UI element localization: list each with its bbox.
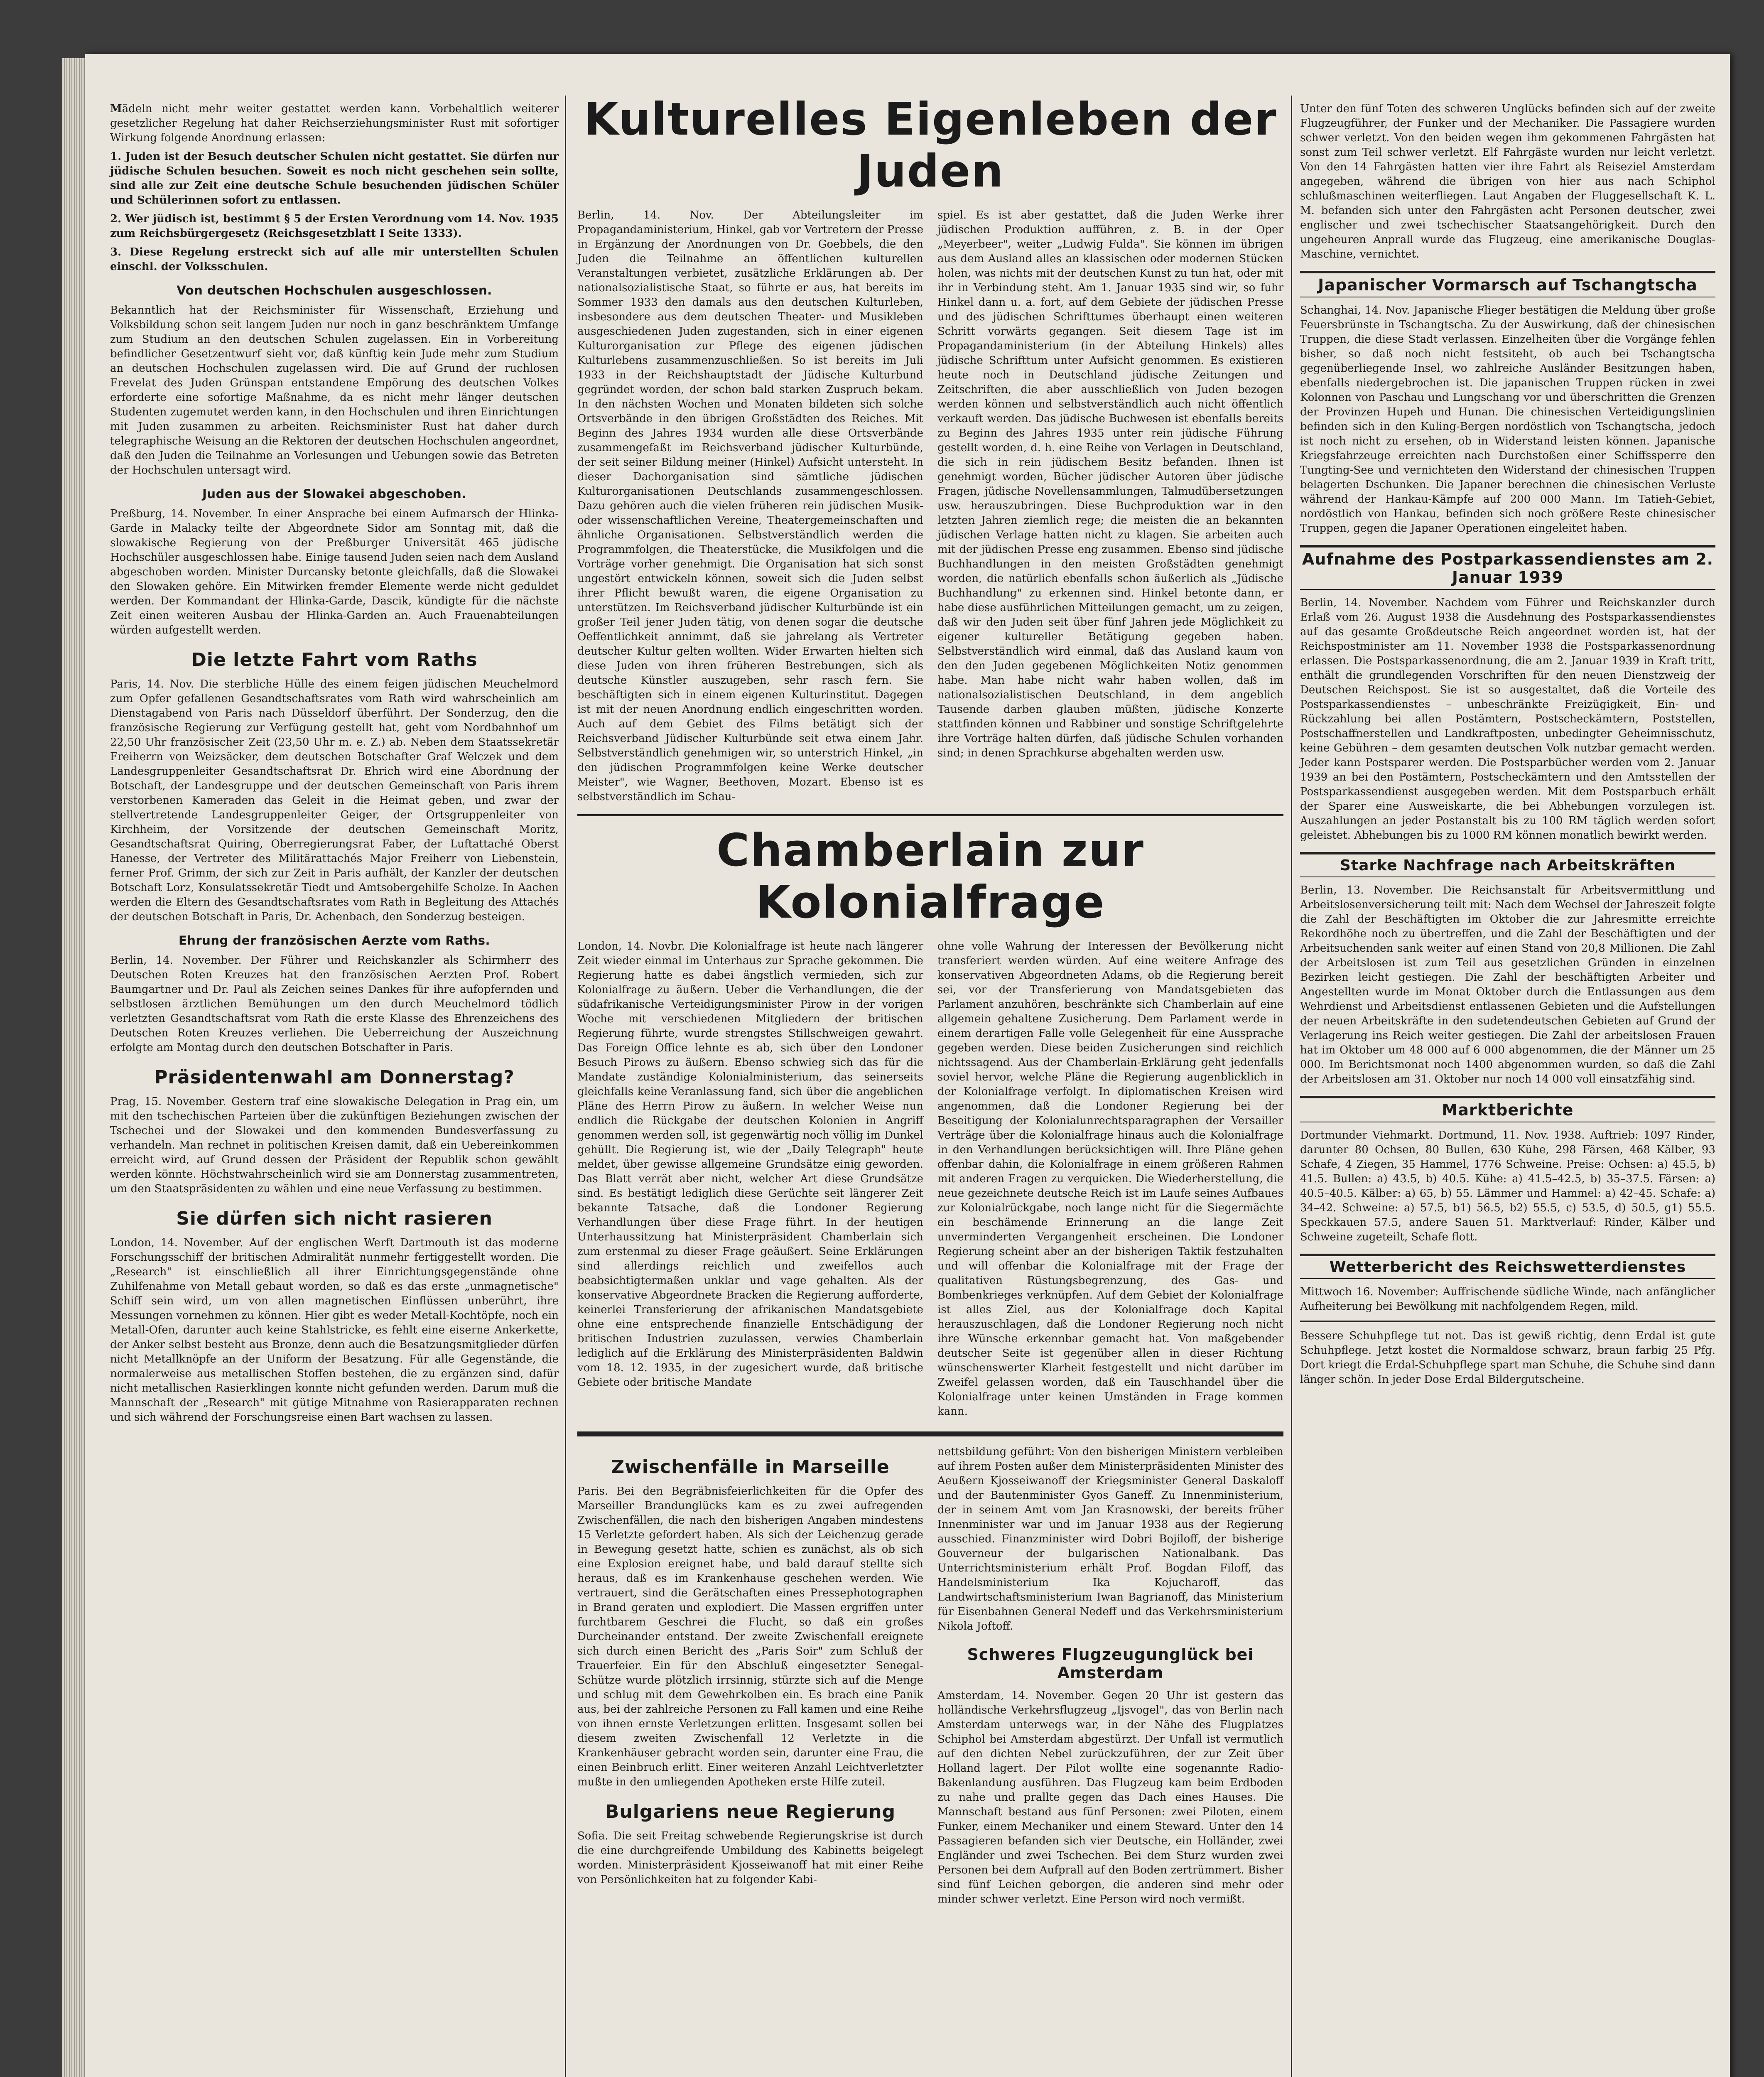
article-praesidentenwahl: Prag, 15. November. Gestern traf eine slowakische Delegation in Prag ein, um mit den tschechischen Parteien über die zukünftigen Beziehungen zwischen der Tschechei und der Slowakei und den kommenden Bundesverfassung zu verhandeln. Man rechnet in politischen Kreisen damit, daß ein Uebereinkommen erreicht wird, auf Grund dessen der Präsident der Republik schon gewählt werden könnte. Höchstwahrscheinlich wird sie am Donnerstag zusammentreten, um den Staatspräsidenten zu wählen und eine neue Verfassung zu bestimmen.	[110, 1095, 559, 1195]
headline-marseille: Zwischenfälle in Marseille	[611, 1456, 890, 1478]
article-hochschulen: Bekanntlich hat der Reichsminister für Wissenschaft, Erziehung und Volksbildung schon seit langem Juden nur noch in ganz beschränktem Umfange zum Studium an den deutschen Schulen zugelassen. Ein in Vorbereitung befindlicher Gesetzentwurf sieht vor, daß künftig kein Jude mehr zum Studium an deutschen Hochschulen zugelassen wird. Die auf Grund der ruchlosen Frevelat des Juden Grünspan entstandene Empörung des deutschen Volkes erforderte eine sofortige Maßnahme, da es nicht mehr länger deutschen Studenten zugemutet werden kann, in den Hochschulen und ihren Einrichtungen mit Juden zusammen zu arbeiten. Reichsminister Rust hat daher durch telegraphische Weisung an die Rektoren der deutschen Hochschulen angeordnet, daß den Juden die Teilnahme an Vorlesungen und Uebungen sowie das Betreten der Hochschulen untersagt wird.	[110, 304, 559, 476]
column-right	[1300, 102, 1715, 1391]
column-rule-left	[565, 96, 566, 2077]
article-chamberlain-right: ohne volle Wahrung der Interessen der Bevölkerung nicht transferiert werden würden. Auf eine weitere Anfrage des konservativen Abgeordneten Adams, ob die Regierung bereit sei, vor der Transferierung von Mandatsgebieten das Parlament anzuhören, beschränkte sich Chamberlain auf eine allgemein gehaltene Zusicherung. Dem Parlament werde in einem derartigen Falle volle Gelegenheit für eine Aussprache gegeben werden. Diese beiden Zusicherungen sind reichlich nichtssagend. Aus der Chamberlain-Erklärung geht jedenfalls soviel hervor, welche Pläne die Regierung augenblicklich in der Kolonialfrage verfolgt. In diplomatischen Kreisen wird angenommen, daß die Londoner Regierung bei der Beseitigung der Kolonialunrechtsparagraphen der Versailler Verträge über die Kolonialfrage hinaus auch die Kolonialfrage in den Verhandlungen berücksichtigen will. Ihre Pläne gehen offenbar dahin, die Kolonialfrage in einem größeren Rahmen mit anderen Fragen zu verquicken. Die Wiederherstellung, die neue gezeichnete deutsche Reich ist im Laufe seines Aufbaues zur Kolonialrückgabe, noch lange nicht für die Siegermächte ein beschämende Erinnerung an die lange Zeit unverminderten Vergangenheit erscheinen. Die Londoner Regierung scheint aber an der bisherigen Taktik festzuhalten und will offenbar die Kolonialfrage mit der Frage der qualitativen Rüstungsbegrenzung, des Gas- und Bombenkrieges verknüpfen. Auf dem Gebiet der Kolonialfrage ist alles Ziel, aus der Kolonialfrage doch Kapital herauszuschlagen, daß die Londoner Regierung noch nicht ihre Wünsche erkennbar gemacht hat. Von maßgebender deutscher Seite ist gegenüber allen in dieser Richtung wünschenswerter Klarheit festgestellt und nicht darüber im Zweifel gelassen worden, daß ein Tauschhandel über die Kolonialfrage unter keinen Umständen in Frage kommen kann.	[937, 940, 1283, 1418]
article-ehrung: Berlin, 14. November. Der Führer und Reichskanzler als Schirmherr des Deutschen Roten Kreuzes hat den französischen Aerzten Prof. Robert Baumgartner und Dr. Paul als Zeichen seines Dankes für ihre aufopfernden und selbstlosen ärztlichen Bemühungen um den durch Meuchelmord tödlich verletzten Gesandtschaftsrat vom Rath die erste Klasse des Ehrenzeichens des Deutschen Roten Kreuzes verliehen. Die Ueberreichung der Auszeichnung erfolgte am Montag durch den deutschen Botschafter in Paris.	[110, 954, 559, 1054]
headline-postsparkasse: Aufnahme des Postparkassendienstes am 2. Januar 1939	[1300, 545, 1715, 590]
section-divider	[577, 814, 1283, 816]
rule-3: 3. Diese Regelung erstreckt sich auf alle mir unterstellten Schulen einschl. der Volksschulen.	[110, 246, 559, 273]
headline-wetterbericht: Wetterbericht des Reichswetterdienstes	[1300, 1254, 1715, 1279]
article-rasieren: London, 14. November. Auf der englischen Werft Dartmouth ist das moderne Forschungsschiff der britischen Admiralität nunmehr fertiggestellt worden. Die „Research" ist einschließlich all ihrer Einrichtungsgegenstände ohne Zuhilfenahme von Metall gebaut worden, so daß es das erste „unmagnetische" Schiff sein wird, um von allen magnetischen Einflüssen unberührt, ihre Messungen vornehmen zu können. Hier gibt es weder Metall-Kochtöpfe, noch ein Metall-Ofen, darunter auch keine Stahlstricke, es fehlt eine eiserne Ankerkette, der Anker selbst besteht aus Bronze, denn auch die Besatzungsmitglieder dürfen nicht Metallknöpfe an der Uniform der Besatzung. Für alle Gegenstände, die normalerweise aus metallischen Stoffen bestehen, die zu ergänzen sind, dafür nicht metallischen Rasierklingen konnte nicht gefunden werden. Darum muß die Mannschaft der „Research" mit gütige Mitnahme von Rasierapparaten rechnen und sich während der Forschungsreise einen Bart wachsen zu lassen.	[110, 1237, 559, 1424]
headline-hochschulen: Von deutschen Hochschulen ausgeschlossen.	[177, 283, 492, 297]
article-flugzeugunglueck: Amsterdam, 14. November. Gegen 20 Uhr ist gestern das holländische Verkehrsflugzeug „Ijsvogel", das von Berlin nach Amsterdam unterwegs war, in der Nähe des Flugplatzes Schiphol bei Amsterdam abgestürzt. Der Unfall ist vermutlich auf den dichten Nebel zurückzuführen, der zur Zeit über Holland lagert. Der Pilot wollte eine sogenannte Radio-Bakenlandung ausführen. Das Flugzeug kam beim Erdboden zu nahe und prallte gegen das Dach eines Hauses. Die Mannschaft bestand aus fünf Personen: zwei Piloten, einem Funker, einem Mechaniker und einem Steward. Unter den 14 Passagieren befanden sich vier Deutsche, ein Holländer, zwei Engländer und zwei Tschechen. Bei dem Sturz wurden zwei Personen bei dem Aufprall auf den Boden zertrümmert. Bisher sind fünf Leichen geborgen, die anderen sind mehr oder minder schwer verletzt. Eine Person wird noch vermißt.	[937, 1689, 1283, 1905]
column-center	[577, 93, 1283, 1911]
article-kultur-right: spiel. Es ist aber gestattet, daß die Juden Werke ihrer jüdischen Produktion aufführen, z. B. in der Oper „Meyerbeer", weiter „Ludwig Fulda". Sie können im übrigen aus dem Ausland alles an klassischen oder modernen Stücken holen, was nichts mit der deutschen Kunst zu tun hat, oder mit ihr in Verbindung steht. Am 1. Januar 1935 sind wir, so fuhr Hinkel dann u. a. fort, auf dem Gebiete der jüdischen Presse und des jüdischen Schrifttumes überhaupt einen weiteren Schritt vorwärts gegangen. Seit diesem Tage ist im Propagandaministerium (in der Abteilung Hinkels) alles jüdische Schrifttum unter Aufsicht genommen. Es existieren heute noch in Deutschland jüdische Zeitungen und Zeitschriften, die aber ausschließlich von Juden bezogen werden können und selbstverständlich auch nicht öffentlich verkauft werden. Das jüdische Buchwesen ist ebenfalls bereits zu Beginn des Jahres 1935 unter rein jüdische Führung gestellt worden, d. h. eine Reihe von Verlagen in Deutschland, die sich in rein jüdischem Besitz befanden. Ihnen ist genehmigt worden, Bücher jüdischer Autoren über jüdische Fragen, jüdische Novellensammlungen, Talmudübersetzungen usw. herauszubringen. Diese Buchproduktion war in den letzten Jahren ziemlich rege; die meisten die an bekannten jüdischen Verlage hatten nicht zu klagen. Sie arbeiten auch mit der jüdischen Presse eng zusammen. Ebenso sind jüdische Buchhandlungen in den meisten Großstädten genehmigt worden, die natürlich ebenfalls schon äußerlich als „Jüdische Buchhandlung" zu erkennen sind. Hinkel betonte dann, er habe diese ausführlichen Mitteilungen gemacht, um zu zeigen, daß wir den Juden seit über fünf Jahren jede Möglichkeit zu eigener kultureller Betätigung gegeben haben. Selbstverständlich wird einmal, daß das Ausland kaum von den den Juden gegebenen Möglichkeiten Notiz genommen habe. Man habe nicht wahr haben wollen, daß im nationalsozialistischen Deutschland, in dem angeblich Tausende darben glauben müßten, jüdische Konzerte stattfinden können und Rabbiner und sonstige Schriftgelehrte ihre Vorträge halten dürfen, daß jüdische Schulen vorhanden sind; in denen Sprachkurse abgehalten werden usw.	[937, 209, 1283, 759]
article-wetterbericht: Mittwoch 16. November: Auffrischende südliche Winde, nach anfänglicher Aufheiterung bei Bewölkung mit nachfolgendem Regen, mild.	[1300, 1286, 1715, 1313]
headline-bulgarien: Bulgariens neue Regierung	[605, 1801, 896, 1822]
article-letzte-fahrt: Paris, 14. Nov. Die sterbliche Hülle des einem feigen jüdischen Meuchelmord zum Opfer gefallenen Gesandtschaftsrates vom Rath wird wahrscheinlich am Dienstagabend von Paris nach Düsseldorf überführt. Der Sonderzug, den die französische Regierung zur Verfügung gestellt hat, geht vom Nordbahnhof um 22,50 Uhr französischer Zeit (23,50 Uhr m. e. Z.) ab. Neben dem Staatssekretär Freiherrn von Weizsäcker, dem deutschen Botschafter Graf Welczek und dem Landesgruppenleiter Gesandtschaftsrat Dr. Ehrich wird eine Abordnung der Botschaft, der Landesgruppe und der deutschen Gemeinschaft von Paris ihrem verstorbenen Kameraden das Geleit in die Heimat geben, und zwar der stellvertretende Landesgruppenleiter Geiger, der Ortsgruppenleiter von Kirchheim, der Vorsitzende der deutschen Gemeinschaft Moritz, Gesandtschaftsrat Quiring, Oberregierungsrat Faber, der Luftattaché Oberst Hanesse, der Vertreter des Militärattachés Major Freiherr von Liebenstein, ferner Prof. Grimm, der sich zur Zeit in Paris aufhält, der Kanzler der deutschen Botschaft Lorz, Konsulatssekretär Tiedt und Amtsobergehilfe Scholze. In Aachen werden die Eltern des Gesandtschaftsrates vom Rath in Begleitung des Attachés der deutschen Botschaft in Paris, Dr. Achenbach, den Sonderzug besteigen.	[110, 678, 559, 923]
headline-praesidentenwahl: Präsidentenwahl am Donnerstag?	[154, 1067, 515, 1088]
headline-marktberichte: Marktberichte	[1300, 1096, 1715, 1122]
page-stack-edge	[62, 58, 87, 2077]
rule-2: 2. Wer jüdisch ist, bestimmt § 5 der Ersten Verordnung vom 14. Nov. 1935 zum Reichsbürgergesetz (Reichsgesetzblatt I Seite 1333).	[110, 213, 559, 240]
article-bulgarien: Sofia. Die seit Freitag schwebende Regierungskrise ist durch die eine durchgreifende Umbildung des Kabinetts beigelegt worden. Ministerpräsident Kjosseiwanoff hat mit einer Reihe von Persönlichkeiten hat zu folgender Kabi-	[577, 1830, 923, 1886]
section-bar	[577, 1431, 1283, 1436]
rule-1: 1. Juden ist der Besuch deutscher Schulen nicht gestattet. Sie dürfen nur jüdische Schulen besuchen. Soweit es noch nicht geschehen sein sollte, sind alle zur Zeit eine deutsche Schule besuchenden jüdischen Schüler und Schülerinnen sofort zu entlassen.	[110, 150, 559, 206]
headline-arbeitskraefte: Starke Nachfrage nach Arbeitskräften	[1300, 852, 1715, 877]
article-kultur-body	[577, 208, 1283, 808]
headline-flugzeugunglueck: Schweres Flugzeugunglück bei Amsterdam	[967, 1645, 1254, 1682]
article-intro: Mädeln nicht mehr weiter gestattet werden kann. Vorbehaltlich weiterer gesetzlicher Regelung hat daher Reichserziehungsminister Rust mit sofortiger Wirkung folgende Anordnung erlassen:	[110, 103, 559, 144]
advert-erdal: Bessere Schuhpflege tut not. Das ist gewiß richtig, denn Erdal ist gute Schuhpflege. Jetzt kostet die Normaldose schwarz, braun farbig 25 Pfg. Dort kriegt die Erdal-Schuhpflege spart man Schuhe, die Schuhe sind dann länger schön. In jeder Dose Erdal Bildergutscheine.	[1300, 1330, 1715, 1386]
article-kultur-left: Berlin, 14. Nov. Der Abteilungsleiter im Propagandaministerium, Hinkel, gab vor Vertretern der Presse in Ergänzung der Anordnungen von Dr. Goebbels, die den Juden die Teilnahme an öffentlichen kulturellen Veranstaltungen verbietet, zusätzliche Erklärungen ab. Der nationalsozialistische Staat, so führte er aus, hat bereits im Sommer 1933 den damals aus den deutschen Kulturleben, insbesondere aus dem deutschen Theater- und Musikleben ausgeschiedenen Juden zugestanden, sich in einer eigenen Kulturorganisation zur Pflege des eigenen jüdischen Kulturlebens zusammenzuschließen. So ist bereits im Juli 1933 in der Reichshauptstadt der Jüdische Kulturbund gegründet worden, der schon bald starken Zuspruch bekam. In den nächsten Wochen und Monaten bildeten sich solche Ortsverbände in den übrigen Großstädten des Reiches. Mit Beginn des Jahres 1934 wurden alle diese Ortsverbände zusammengefaßt im Reichsverband jüdischer Kulturbünde, der seit seiner Bildung meiner (Hinkel) Aufsicht untersteht. In dieser Dachorganisation sind sämtliche jüdischen Kulturorganisationen Deutschlands zusammengeschlossen. Dazu gehören auch die vielen früheren rein jüdischen Musik- oder wissenschaftlichen Vereine, Theatergemeinschaften und ähnliche Organisationen. Selbstverständlich werden die Programmfolgen, die Theaterstücke, die Musikfolgen und die Vorträge vorher genehmigt. Die Organisation hat sich sonst ungestört entwickeln können, soweit sich die Juden selbst ihrer Pflicht bewußt waren, die eigene Organisation zu unterstützen. Im Reichsverband jüdischer Kulturbünde ist ein großer Teil jener Juden tätig, von denen sogar die deutsche Oeffentlichkeit annimmt, daß sie jahrelang als Vertreter deutscher Kultur gelten wollten. Wider Erwarten hielten sich diese Juden von ihren früheren Bestrebungen, sich als deutsche Künstler auszugeben, sehr rasch fern. Sie beschäftigten sich in einem eigenen Kulturinstitut. Dagegen ist mit der neuen Anordnung endlich eingeschritten worden. Auch auf dem Gebiet des Films betätigt sich der Reichsverband Jüdischer Kulturbünde seit etwa einem Jahr. Selbstverständlich genehmigen wir, so unterstrich Hinkel, „in den jüdischen Programmfolgen keine Werke deutscher Meister", wie Wagner, Beethoven, Mozart. Ebenso ist es selbstverständlich im Schau-	[577, 209, 923, 803]
article-flugzeug-cont: Unter den fünf Toten des schweren Unglücks befinden sich auf der zweite Flugzeugführer, der Funker und der Mechaniker. Die Passagiere wurden schwer verletzt. Von den beiden wegen ihm gekommenen Fahrgästen hat sonst zum Teil schwer verletzt. Elf Fahrgäste wurden nur leicht verletzt. Von den 14 Fahrgästen hatten vier ihre Fahrt als Reiseziel Amsterdam angegeben, während die übrigen von hier aus nach Schiphol schlußmaschinen weiterfliegen. Laut Angaben der Fluggesellschaft K. L. M. befanden sich unter den Fahrgästen acht Personen deutscher, zwei englischer und zwei tschechischer Staatsangehörigkeit. Durch den ungeheuren Anprall wurde das Flugzeug, eine amerikanische Douglas-Maschine, vernichtet.	[1300, 103, 1715, 260]
article-chamberlain-left: London, 14. Novbr. Die Kolonialfrage ist heute nach längerer Zeit wieder einmal im Unterhaus zur Sprache gekommen. Die Regierung hatte es dabei ängstlich vermieden, sich zur Kolonialfrage zu äußern. Ueber die Verhandlungen, die der südafrikanische Verteidigungsminister Pirow in der vorigen Woche mit verschiedenen Mitgliedern der britischen Regierung führte, wurde strengstes Stillschweigen gewahrt. Das Foreign Office lehnte es ab, sich über den Londoner Besuch Pirows zu äußern. Ebenso schwieg sich das für die Mandate zuständige Kolonialministerium, das seinerseits gleichfalls keine Veranlassung fand, sich über die angeblichen Pläne des Herrn Pirow zu äußern. In welcher Weise nun endlich die Rückgabe der deutschen Kolonien in Angriff genommen werden soll, ist gegenwärtig noch völlig im Dunkel gehüllt. Die Regierung ist, wie der „Daily Telegraph" heute meldet, über gewisse allgemeine Grundsätze einig geworden. Das Blatt verrät aber nicht, welcher Art diese Grundsätze sind. Es bestätigt lediglich diese Gerüchte seit längerer Zeit bekannte Tatsache, daß die Londoner Regierung Verhandlungen über diese Frage führt. In der heutigen Unterhaussitzung hat Ministerpräsident Chamberlain sich zum erstenmal zu dieser Frage geäußert. Seine Erklärungen sind allerdings reichlich und zweifellos auch beabsichtigtermaßen unklar und vage gehalten. Als der konservative Abgeordnete Bracken die Regierung aufforderte, keinerlei Transferierung der afrikanischen Mandatsgebiete ohne eine entsprechende finanzielle Entschädigung der britischen Industrien zuzulassen, verwies Chamberlain lediglich auf die Erklärung des Ministerpräsidenten Baldwin vom 18. 12. 1935, in der zugesichert wurde, daß britische Gebiete oder britische Mandate	[577, 940, 923, 1389]
headline-rasieren: Sie dürfen sich nicht rasieren	[176, 1208, 493, 1229]
article-chamberlain-body	[577, 939, 1283, 1423]
lower-right	[937, 1445, 1283, 1911]
article-postsparkasse: Berlin, 14. November. Nachdem vom Führer und Reichskanzler durch Erlaß vom 26. August 1938 die Ausdehnung des Postsparkassendienstes auf das gesamte Großdeutsche Reich angeordnet worden ist, hat der Reichspostminister am 11. November 1938 die Postsparkassenordnung erlassen. Die Postsparkassenordnung, die am 2. Januar 1939 in Kraft tritt, enthält die grundlegenden Vorschriften für den neuen Dienstzweig der Deutschen Reichspost. Sie ist so ausgestaltet, daß die Vorteile des Postsparkassendienstes – unbeschränkte Freizügigkeit, Ein- und Rückzahlung bei allen Postämtern, Postscheckämtern, Poststellen, Postschaffnerstellen und Landkraftposten, unbedingter Geheimnisschutz, keine Gebühren – dem gesamten deutschen Volk nutzbar gemacht werden. Jeder kann Postsparer werden. Die Postsparbücher werden vom 2. Januar 1939 an bei den Postämtern, Postscheckämtern und den Amtsstellen der Postsparkassendienst ausgegeben werden. Mit dem Postsparbuch erhält der Sparer eine Ausweiskarte, die bei Abhebungen vorzulegen ist. Auszahlungen an jeder Postanstalt bis zu 100 RM täglich werden sofort geleistet. Abhebungen bis zu 1000 RM können monatlich bewirkt werden.	[1300, 597, 1715, 842]
article-marktberichte: Dortmunder Viehmarkt. Dortmund, 11. Nov. 1938. Auftrieb: 1097 Rinder, darunter 80 Ochsen, 80 Bullen, 630 Kühe, 298 Färsen, 468 Kälber, 93 Schafe, 4 Ziegen, 35 Hammel, 1776 Schweine. Preise: Ochsen: a) 45.5, b) 41.5. Bullen: a) 43.5, b) 40.5. Kühe: a) 41.5–42.5, b) 35–37.5. Färsen: a) 40.5–40.5. Kälber: a) 65, b) 55. Lämmer und Hammel: a) 42–45. Schafe: a) 34–42. Schweine: a) 57.5, b1) 56.5, b2) 55.5, c) 53.5, d) 50.5, g1) 55.5. Speckkauen 57.5, andere Sauen 51. Marktverlauf: Rinder, Kälber und Schweine zugeteilt, Schafe flott.	[1300, 1129, 1715, 1243]
column-rule-right	[1291, 96, 1292, 2077]
article-slowakei: Preßburg, 14. November. In einer Ansprache bei einem Aufmarsch der Hlinka-Garde in Malacky teilte der Abgeordnete Sidor am Sonntag mit, daß die slowakische Regierung von der Preßburger Universität 465 jüdische Hochschüler ausgeschlossen habe. Einige tausend Juden seien nach dem Ausland abgeschoben worden. Minister Durcansky betonte gleichfalls, daß die Slowakei den Slowaken gehöre. Ein Mitwirken fremder Elemente werde nicht geduldet werden. Der Kommandant der Hlinka-Garde, Dascik, kündigte für die nächste Zeit einen weiteren Ausbau der Hlinka-Garden an. Auch Frauenabteilungen würden aufgestellt werden.	[110, 508, 559, 636]
headline-japan: Japanischer Vormarsch auf Tschangtscha	[1300, 271, 1715, 297]
article-japan: Schanghai, 14. Nov. Japanische Flieger bestätigen die Meldung über große Feuersbrünste in Tschangtscha. Zu der Auswirkung, daß der chinesischen Truppen, die diese Stadt verlassen. Einzelheiten über die Vorgänge fehlen bisher, so daß noch nicht festsiteht, ob auch bei Tschangtscha gegenüberliegende Insel, wo zahlreiche Ausländer Besitzungen haben, ebenfalls niedergebrochen ist. Die japanischen Truppen rücken in zwei Kolonnen von Paschau und Lungschang vor und überschritten die Grenzen der Provinzen Hupeh und Hunan. Die chinesischen Verteidigungslinien befinden sich in den Kuling-Bergen nordöstlich von Tschangtscha, jedoch ist noch nicht zu ersehen, ob in Widerstand leisten können. Japanische Kriegsfahrzeuge erreichten nach Durchstoßen einer Schiffssperre den Tungting-See und vernichteten den Widerstand der chinesischen Truppen belagerten Dschunken. Die Japaner berechnen die chinesischen Verluste während der Hankau-Kämpfe auf 200 000 Mann. Im Tatieh-Gebiet, nordöstlich von Hankau, befinden sich noch größere Reste chinesischer Truppen, gegen die Japaner Operationen eingeleitet haben.	[1300, 304, 1715, 535]
article-bulgarien-cont: nettsbildung geführt: Von den bisherigen Ministern verbleiben auf ihrem Posten außer dem Ministerpräsidenten Minister des Aeußern Kjosseiwanoff der Kriegsminister General Daskaloff und der Bautenminister Gyos Ganeff. Zu Innenministerium, der in seinem Amt vom Jan Krasnowski, der bereits früher Innenminister war und im Januar 1938 aus der Regierung ausschied. Finanzminister wird Dobri Bojiloff, der bisherige Gouverneur der bulgarischen Nationalbank. Das Unterrichtsministerium erhält Prof. Bogdan Filoff, das Handelsministerium Ika Kojucharoff, das Landwirtschaftsministerium Iwan Bagrianoff, das Ministerium für Eisenbahnen General Nedeff und das Verkehrsministerium Nikola Joftoff.	[937, 1446, 1283, 1633]
lower-articles	[577, 1445, 1283, 1911]
headline-kulturelles-eigenleben: Kulturelles Eigenleben der Juden	[584, 93, 1277, 197]
headline-ehrung: Ehrung der französischen Aerzte vom Raths.	[178, 933, 491, 948]
article-arbeitskraefte: Berlin, 13. November. Die Reichsanstalt für Arbeitsvermittlung und Arbeitslosenversicherung teilt mit: Nach dem Wechsel der Jahreszeit folgte die Zahl der Beschäftigten im Oktober die zur Jahresmitte erreichte Rekordhöhe noch zu übertreffen, und die Zahl der Beschäftigten und der Arbeitsuchenden sank weiter auf einen Stand von 20,8 Millionen. Die Zahl der Arbeitslosen ist zum Teil aus gesetzlichen Gründen in einzelnen Bezirken leicht gestiegen. Die Zahl der beschäftigten Arbeiter und Angestellten wurde im Monat Oktober durch die Entlassungen aus dem Wehrdienst und Arbeitsdienst entlassenen Gebieten und die Aufstellungen der neuen Arbeitskräfte in den sudetendeutschen Gebieten auf Grund der Verlagerung ins Reich weiter gestiegen. Die Zahl der arbeitslosen Frauen hat im Oktober um 48 000 auf 6 000 abgenommen, die der Männer um 25 000. Im Berichtsmonat noch 1400 abgenommen wurden, so daß die Zahl der Arbeitslosen am 31. Oktober nur noch 14 000 voll einsatzfähig sind.	[1300, 884, 1715, 1085]
headline-chamberlain: Chamberlain zur Kolonialfrage	[716, 825, 1144, 928]
headline-letzte-fahrt: Die letzte Fahrt vom Raths	[191, 649, 478, 670]
lower-left	[577, 1445, 923, 1911]
ad-divider	[1300, 1321, 1715, 1322]
column-left	[110, 102, 559, 1429]
headline-slowakei: Juden aus der Slowakei abgeschoben.	[202, 487, 466, 501]
article-marseille: Paris. Bei den Begräbnisfeierlichkeiten für die Opfer des Marseiller Brandunglücks kam es zu zwei aufregenden Zwischenfällen, die nach den bisherigen Angaben mindestens 15 Verletzte gefordert haben. Als sich der Leichenzug gerade in Bewegung gesetzt hatte, schien es zunächst, als ob sich eine Explosion ereignet habe, und bald darauf stellte sich heraus, daß es im Krankenhause geschehen werden. Wie vertrauert, sind die Gerätschaften eines Pressephotographen in Brand geraten und explodiert. Die Massen ergriffen unter furchtbarem Geschrei die Flucht, so daß ein großes Durcheinander entstand. Der zweite Zwischenfall ereignete sich durch einen Bericht des „Paris Soir" zum Schluß der Trauerfeier. Ein für den Abschluß eingesetzter Senegal-Schütze wurde plötzlich irrsinnig, stürzte sich auf die Menge und schlug mit dem Gewehrkolben ein. Es brach eine Panik aus, bei der zahlreiche Personen zu Fall kamen und eine Reihe von ihnen ernste Verletzungen erlitten. Insgesamt sollen bei diesem zweiten Zwischenfall 12 Verletzte in die Krankenhäuser gebracht worden sein, darunter eine Frau, die einen Beinbruch erlitt. Einer weiteren Anzahl Leichtverletzter mußte in den umliegenden Apotheken erste Hilfe zuteil.	[577, 1485, 923, 1788]
